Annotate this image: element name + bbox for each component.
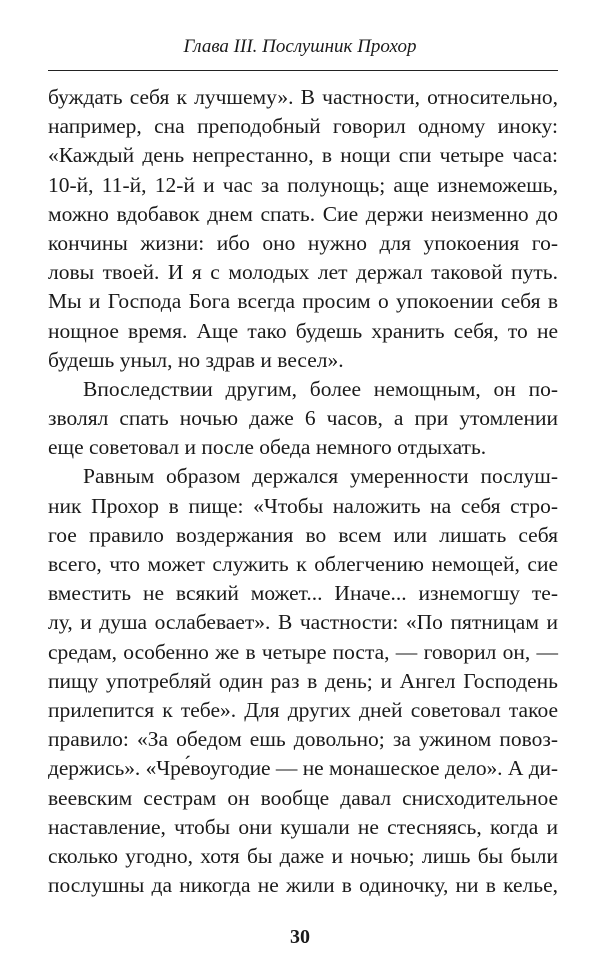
paragraph <box>48 375 558 463</box>
page-number: 30 <box>290 926 310 948</box>
text-line: можно вдобавок днем спать. Сие держи неизменно до <box>48 201 558 226</box>
text-line: Равным образом держался умеренности послуш- <box>83 464 558 489</box>
text-line: наставление, чтобы они кушали не стесняясь, когда и <box>48 814 558 839</box>
text-line: пищу употребляй один раз в день; и Ангел Господень <box>48 668 558 693</box>
text-line: средам, особенно же в четыре поста, — говорил он, — <box>48 639 558 664</box>
text-line: ловы твоей. И я с молодых лет держал таковой путь. <box>48 260 558 285</box>
text-line: сколько угодно, хотя бы даже и ночью; лишь бы были <box>48 843 558 868</box>
header-rule <box>48 70 558 71</box>
text-line: зволял спать ночью даже 6 часов, а при утомлении <box>48 406 558 431</box>
text-line: правило: «За обедом ешь довольно; за ужином повоз- <box>48 727 558 752</box>
text-line: нощное время. Аще тако будешь хранить себя, то не <box>48 318 558 343</box>
paragraph <box>48 83 558 375</box>
text-line: вместить не всякий может... Иначе... изнемогшу те- <box>48 581 558 606</box>
text-line: Впоследствии другим, более немощным, он по- <box>83 376 558 401</box>
text-line: «Каждый день непрестанно, в нощи спи четыре часа: <box>48 143 558 168</box>
text-line: Мы и Господа Бога всегда просим о упокоении себя в <box>48 289 558 314</box>
text-line: держись». «Чре́воугодие — не монашеское дело». А ди- <box>48 756 558 781</box>
text-line: 10-й, 11-й, 12-й и час за полунощь; аще изнеможешь, <box>48 172 558 197</box>
text-line: буждать себя к лучшему». В частности, относительно, <box>48 85 558 109</box>
text-line: послушны да никогда не жили в одиночку, ни в келье, <box>48 873 558 898</box>
text-line: всего, что может служить к облегчению немощей, сие <box>48 552 558 576</box>
text-line: лу, и душа ослабевает». В частности: «По пятницам и <box>48 610 558 635</box>
text-line: гое правило воздержания во всем или лишать себя <box>48 522 558 547</box>
text-line: например, сна преподобный говорил одному иноку: <box>48 114 558 139</box>
body-text <box>48 83 558 900</box>
text-line: будешь уныл, но здрав и весел». <box>48 347 344 372</box>
running-head: Глава III. Послушник Прохор <box>183 36 417 57</box>
paragraph <box>48 462 558 900</box>
text-line: ник Прохор в пище: «Чтобы наложить на себя стро- <box>48 493 558 518</box>
text-line: еще советовал и после обеда немного отдыхать. <box>48 435 487 460</box>
text-line: прилепится к тебе». Для других дней советовал такое <box>48 697 558 722</box>
text-line: кончины жизни: ибо оно нужно для упокоения го- <box>48 230 558 255</box>
text-line: веевским сестрам он вообще давал снисходительное <box>48 785 558 810</box>
